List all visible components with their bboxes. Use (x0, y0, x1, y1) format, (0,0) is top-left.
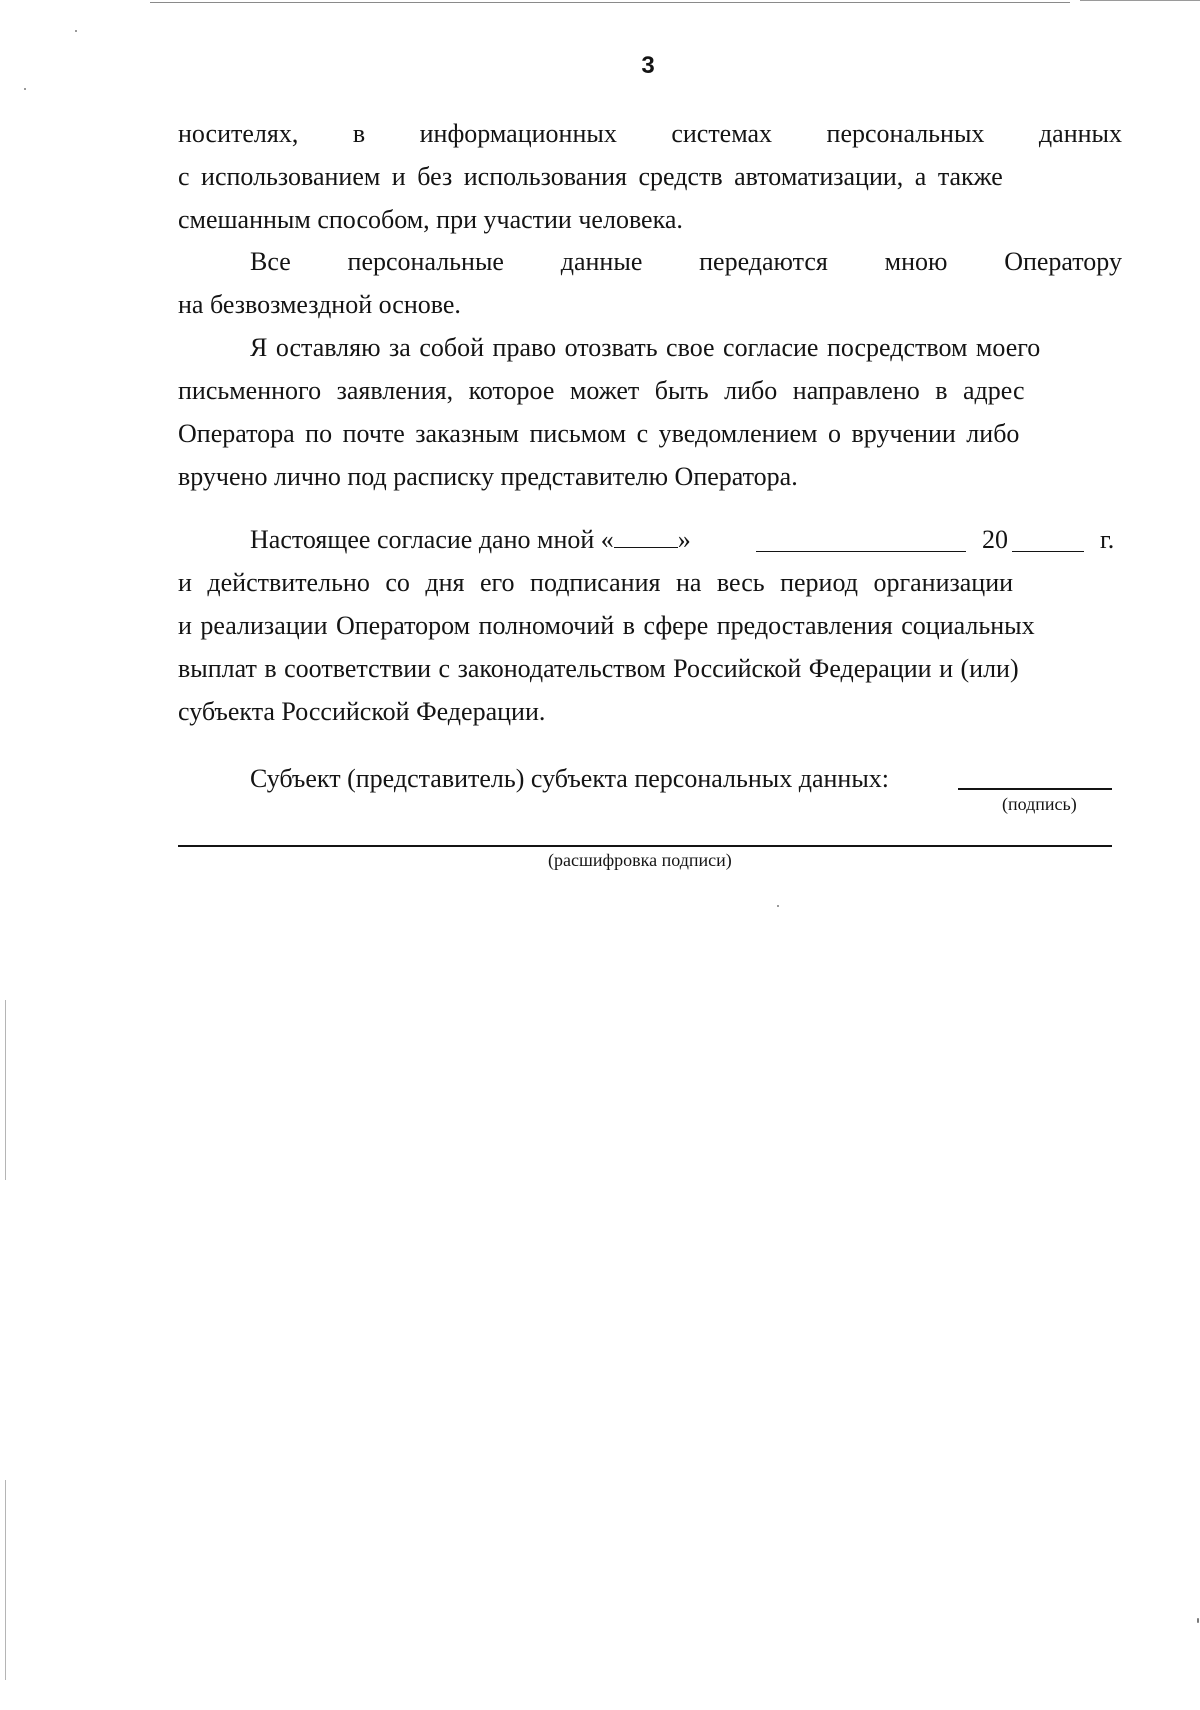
paragraph-line: выплат в соответствии с законодательством Российской Федерации и (или) (178, 654, 1019, 683)
paragraph-line: вручено лично под расписку представителю Оператора. (178, 462, 798, 491)
signature-caption: (подпись) (1002, 794, 1077, 814)
paragraph-line: и реализации Оператором полномочий в сфере предоставления социальных (178, 611, 1035, 640)
scan-edge-left (5, 1000, 6, 1180)
paragraph-free-transfer (178, 240, 1122, 326)
word: персональных (826, 119, 985, 148)
word: информационных (419, 119, 617, 148)
word: Все (250, 247, 291, 276)
month-blank[interactable] (756, 524, 966, 552)
paragraph-line: и действительно со дня его подписания на весь период организации (178, 568, 1014, 597)
signature-block (178, 757, 1122, 800)
word: в (352, 119, 366, 148)
year-blank[interactable] (1012, 524, 1084, 552)
word: данных (1038, 119, 1122, 148)
word: системах (671, 119, 773, 148)
paragraph-line: с использованием и без использования средств автоматизации, а также (178, 162, 1003, 191)
paragraph-line: на безвозмездной основе. (178, 290, 461, 319)
year-suffix: г. (1100, 525, 1115, 554)
paragraph-consent-validity (178, 518, 1122, 733)
word: данные (560, 247, 643, 276)
scan-speck (24, 88, 26, 90)
paragraph-withdrawal-right (178, 326, 1122, 498)
word: передаются (699, 247, 828, 276)
word: Оператору (1004, 247, 1122, 276)
paragraph-line (178, 112, 1122, 155)
paragraph-line: субъекта Российской Федерации. (178, 697, 546, 726)
date-line (178, 518, 1122, 561)
page-number: 3 (641, 52, 655, 79)
scan-edge-left-lower (5, 1480, 6, 1680)
paragraph-processing-methods (178, 112, 1122, 241)
word: персональные (347, 247, 504, 276)
scan-speck (777, 905, 779, 907)
signature-label: Субъект (представитель) субъекта персональных данных: (250, 764, 890, 793)
paragraph-line (178, 240, 1122, 283)
scan-edge-top-right (1080, 0, 1200, 1)
paragraph-line: смешанным способом, при участии человека. (178, 205, 683, 234)
day-blank[interactable] (614, 520, 678, 548)
scan-edge-top (150, 2, 1070, 3)
scan-speck (75, 30, 77, 32)
paragraph-line: письменного заявления, которое может быть либо направлено в адрес (178, 376, 1025, 405)
date-quote-close: » (677, 525, 691, 554)
word: носителях, (178, 119, 299, 148)
signature-line[interactable] (958, 788, 1112, 790)
word: мною (884, 247, 948, 276)
paragraph-line: Я оставляю за собой право отозвать свое согласие посредством моего (250, 333, 1041, 362)
signature-decoding-line[interactable] (178, 845, 1112, 847)
signature-decoding-caption: (расшифровка подписи) (548, 850, 732, 870)
year-prefix: 20 (982, 525, 1008, 554)
paragraph-line: Оператора по почте заказным письмом с уведомлением о вручении либо (178, 419, 1020, 448)
date-prefix: Настоящее согласие дано мной « (250, 525, 614, 554)
scan-speck (1197, 1618, 1199, 1623)
